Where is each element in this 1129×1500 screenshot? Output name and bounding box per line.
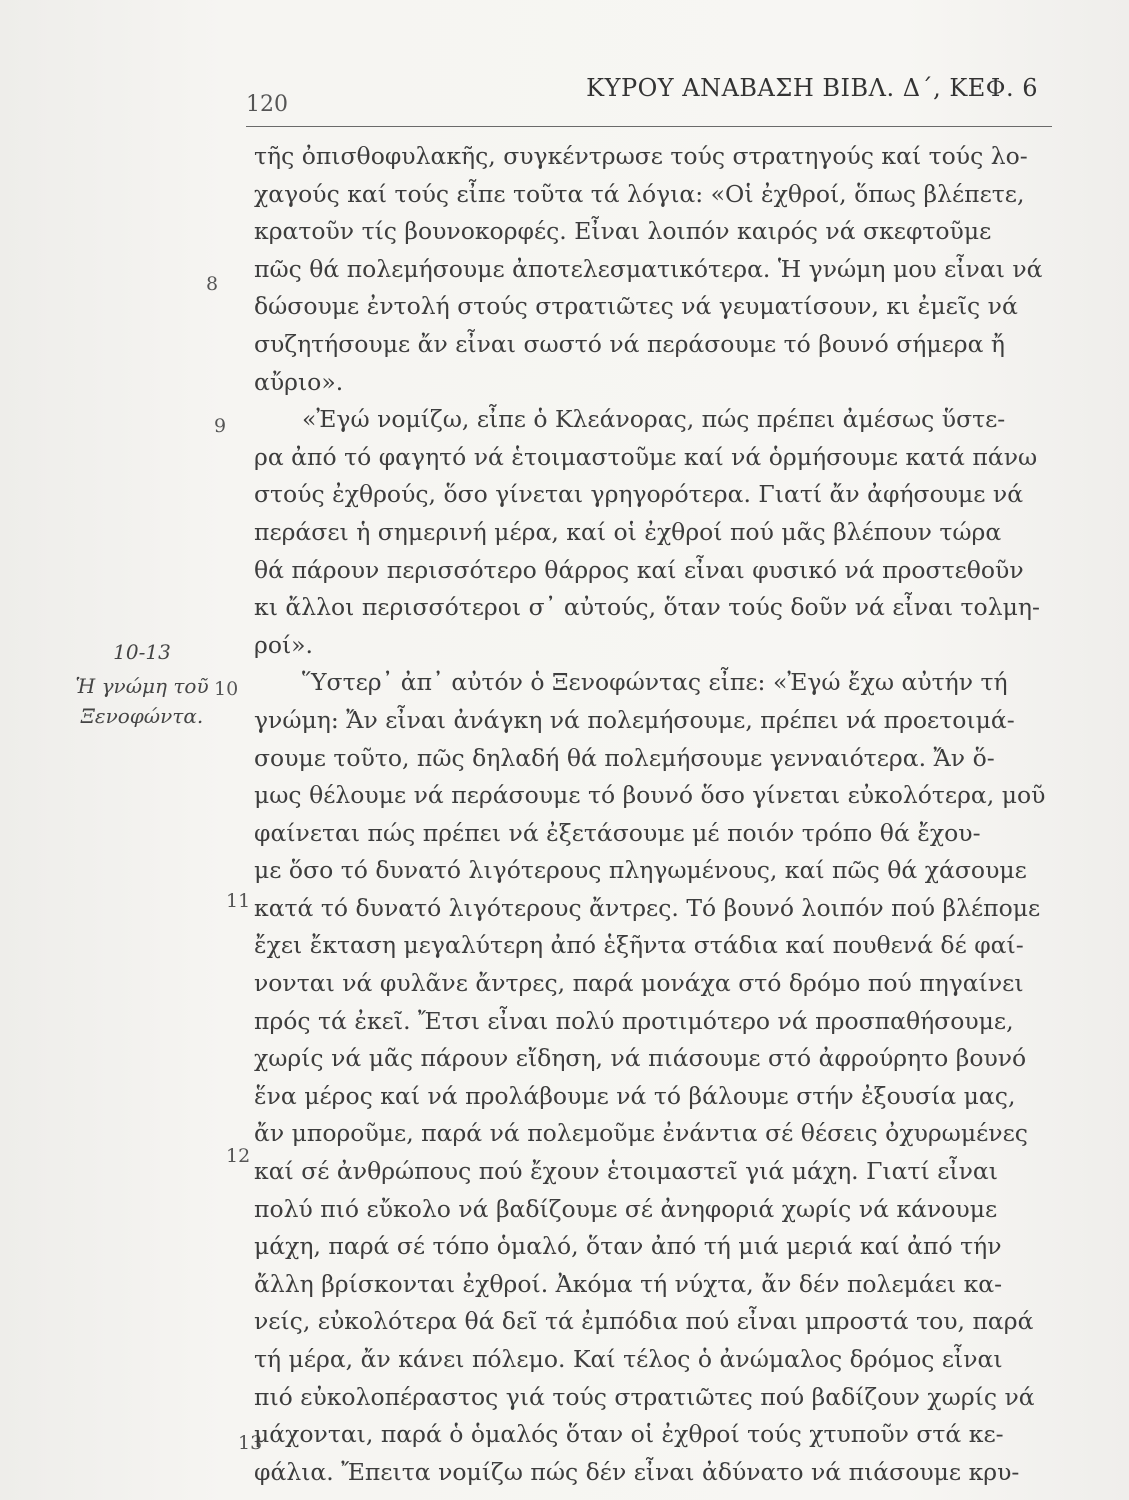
- verse-number-8: 8: [206, 273, 219, 295]
- text-line: στούς ἐχθρούς, ὅσο γίνεται γρηγορότερα. Γιατί ἄν ἀφήσουμε νά: [254, 480, 1024, 509]
- body-text: [254, 138, 1074, 1491]
- text-line: συζητήσουμε ἄν εἶναι σωστό νά περάσουμε τό βουνό σήμερα ἤ: [254, 329, 1006, 358]
- text-line: μάχη, παρά σέ τόπο ὁμαλό, ὅταν ἀπό τή μιά μεριά καί ἀπό τήν: [254, 1232, 1002, 1261]
- text-line: χωρίς νά μᾶς πάρουν εἴδηση, νά πιάσουμε στό ἀφρούρητο βουνό: [254, 1044, 1027, 1073]
- text-line: τῆς ὀπισθοφυλακῆς, συγκέντρωσε τούς στρατηγούς καί τούς λο-: [254, 142, 1028, 170]
- text-line: μως θέλουμε νά περάσουμε τό βουνό ὅσο γίνεται εὐκολότερα, μοῦ: [254, 781, 1046, 810]
- text-line: αὔριο».: [254, 367, 344, 396]
- text-line: ρα ἀπό τό φαγητό νά ἑτοιμαστοῦμε καί νά ὁρμήσουμε κατά πάνω: [254, 442, 1038, 471]
- text-line: ἄλλη βρίσκονται ἐχθροί. Ἀκόμα τή νύχτα, ἄν δέν πολεμάει κα-: [254, 1269, 1003, 1298]
- verse-number-11: 11: [226, 890, 251, 912]
- text-line: με ὅσο τό δυνατό λιγότερους πληγωμένους, καί πῶς θά χάσουμε: [254, 856, 1027, 885]
- text-line: ἄν μποροῦμε, παρά νά πολεμοῦμε ἐνάντια σέ θέσεις ὀχυρωμένες: [254, 1119, 1028, 1148]
- text-line: νείς, εὐκολότερα θά δεῖ τά ἐμπόδια πού εἶναι μπροστά του, παρά: [254, 1307, 1034, 1336]
- text-line: χαγούς καί τούς εἶπε τοῦτα τά λόγια: «Οἱ ἐχθροί, ὅπως βλέπετε,: [254, 179, 1025, 208]
- text-line: ἔχει ἔκταση μεγαλύτερη ἀπό ἑξῆντα στάδια καί πουθενά δέ φαί-: [254, 931, 1024, 960]
- text-line: νονται νά φυλᾶνε ἄντρες, παρά μονάχα στό δρόμο πού πηγαίνει: [254, 969, 1024, 998]
- running-head: ΚΥΡΟΥ ΑΝΑΒΑΣΗ ΒΙΒΛ. Δ΄, ΚΕΦ. 6: [586, 74, 1038, 102]
- text-line: πολύ πιό εὔκολο νά βαδίζουμε σέ ἀνηφοριά χωρίς νά κάνουμε: [254, 1194, 998, 1223]
- verse-number-13: 13: [238, 1432, 263, 1454]
- text-line: ροί».: [254, 630, 314, 659]
- verse-number-9: 9: [214, 415, 227, 437]
- text-line: φάλια. Ἔπειτα νομίζω πώς δέν εἶναι ἀδύνατο νά πιάσουμε κρυ-: [254, 1457, 1020, 1486]
- page-header: [246, 70, 1052, 127]
- text-line: τή μέρα, ἄν κάνει πόλεμο. Καί τέλος ὁ ἀνώμαλος δρόμος εἶναι: [254, 1345, 1003, 1373]
- text-line: καί σέ ἀνθρώπους πού ἔχουν ἑτοιμαστεῖ γιά μάχη. Γιατί εἶναι: [254, 1157, 998, 1186]
- text-line: κρατοῦν τίς βουνοκορφές. Εἶναι λοιπόν καιρός νά σκεφτοῦμε: [254, 217, 992, 246]
- text-line: θά πάρουν περισσότερο θάρρος καί εἶναι φυσικό νά προστεθοῦν: [254, 555, 1024, 584]
- text-line: πῶς θά πολεμήσουμε ἀποτελεσματικότερα. Ἡ γνώμη μου εἶναι νά: [254, 254, 1043, 283]
- text-line: κατά τό δυνατό λιγότερους ἄντρες. Τό βουνό λοιπόν πού βλέπομε: [254, 893, 1041, 922]
- verse-number-12: 12: [226, 1145, 251, 1167]
- text-line: πρός τά ἐκεῖ. Ἔτσι εἶναι πολύ προτιμότερο νά προσπαθήσουμε,: [254, 1006, 1014, 1035]
- text-line: ἕνα μέρος καί νά προλάβουμε νά τό βάλουμε στήν ἐξουσία μας,: [254, 1081, 1016, 1110]
- text-line: γνώμη: Ἄν εἶναι ἀνάγκη νά πολεμήσουμε, πρέπει νά προετοιμά-: [254, 705, 1015, 734]
- text-line: σουμε τοῦτο, πῶς δηλαδή θά πολεμήσουμε γενναιότερα. Ἄν ὅ-: [254, 743, 995, 772]
- margin-note-range: 10-13: [113, 640, 171, 664]
- text-line: κι ἄλλοι περισσότεροι σ᾽ αὐτούς, ὅταν τούς δοῦν νά εἶναι τολμη-: [254, 593, 1040, 622]
- text-line: Ὕστερ᾽ ἀπ᾽ αὐτόν ὁ Ξενοφώντας εἶπε: «Ἐγώ ἔχω αὐτήν τή: [302, 668, 1008, 697]
- text-line: περάσει ἡ σημερινή μέρα, καί οἱ ἐχθροί πού μᾶς βλέπουν τώρα: [254, 517, 1002, 546]
- text-line: πιό εὐκολοπέραστος γιά τούς στρατιῶτες πού βαδίζουν χωρίς νά: [254, 1382, 1035, 1411]
- text-line: «Ἐγώ νομίζω, εἶπε ὁ Κλεάνορας, πώς πρέπει ἀμέσως ὕστε-: [302, 405, 1006, 434]
- text-line: δώσουμε ἐντολή στούς στρατιῶτες νά γευματίσουν, κι ἐμεῖς νά: [254, 292, 1018, 321]
- margin-note: [66, 637, 218, 731]
- verse-number-10: 10: [214, 678, 239, 700]
- text-line: φαίνεται πώς πρέπει νά ἐξετάσουμε μέ ποιόν τρόπο θά ἔχου-: [254, 818, 981, 847]
- text-line: μάχονται, παρά ὁ ὁμαλός ὅταν οἱ ἐχθροί τούς χτυποῦν στά κε-: [254, 1420, 1004, 1449]
- margin-note-line-2: Ξενοφώντα.: [80, 704, 204, 728]
- margin-note-line-1: Ἡ γνώμη τοῦ: [75, 674, 209, 698]
- page-number: 120: [246, 92, 288, 117]
